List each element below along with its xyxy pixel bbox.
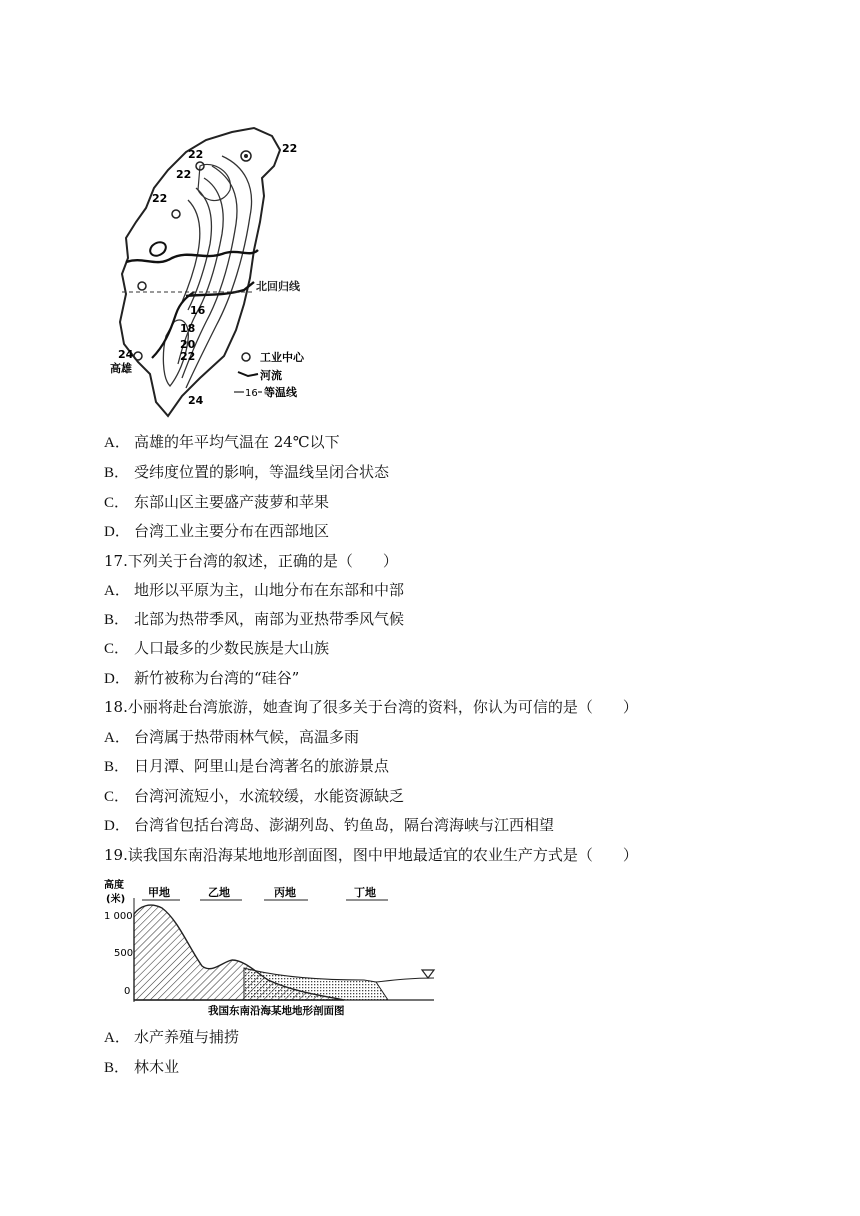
q17-option-c: C． 人口最多的少数民族是大山族 [104, 639, 330, 657]
isotherm-label: 22 [176, 168, 192, 181]
q18-option-b: B． 日月潭、阿里山是台湾著名的旅游景点 [104, 757, 390, 775]
legend-industry-label: 工业中心 [260, 351, 304, 364]
q17-option-a: A． 地形以平原为主，山地分布在东部和中部 [104, 581, 405, 599]
map-legend [234, 350, 305, 399]
sea-surface [376, 978, 434, 982]
isotherm-line [186, 156, 252, 388]
isotherm-label: 16 [190, 304, 206, 317]
q17-option-b: B． 北部为热带季风，南部为亚热带季风气候 [104, 610, 405, 628]
industry-center-icon [134, 352, 142, 360]
q18-stem: 18.小丽将赴台湾旅游，她查询了很多关于台湾的资料，你认为可信的是（ ） [104, 698, 638, 716]
isotherm-line [182, 200, 200, 302]
industry-center-icon [244, 154, 248, 158]
q16-option-c: C． 东部山区主要盛产菠萝和苹果 [104, 493, 330, 511]
industry-center-icon [172, 210, 180, 218]
taiwan-isotherm-map [104, 126, 334, 418]
city-label: 高雄 [110, 362, 132, 375]
y-tick-label: 1 000 [104, 911, 133, 922]
q16-option-d: D． 台湾工业主要分布在西部地区 [104, 522, 330, 540]
q19-option-a: A． 水产养殖与捕捞 [104, 1028, 240, 1046]
sea-level-icon [422, 970, 434, 978]
industry-center-icon [138, 282, 146, 290]
q19-option-b: B． 林木业 [104, 1058, 180, 1076]
isotherm-label: 22 [180, 350, 196, 363]
y-tick-label: 0 [124, 986, 131, 997]
place-label-jia: 甲地 [148, 886, 170, 899]
tropic-label: 北回归线 [256, 280, 300, 293]
legend-isotherm-label: 等温线 [264, 386, 297, 399]
q18-option-c: C． 台湾河流短小，水流较缓，水能资源缺乏 [104, 787, 405, 805]
q18-option-a: A． 台湾属于热带雨林气候，高温多雨 [104, 728, 360, 746]
y-axis-title: 高度 [104, 880, 124, 891]
terrain-profile-diagram [104, 876, 440, 1020]
y-axis-unit: (米) [106, 894, 126, 905]
legend-river-icon [238, 372, 258, 376]
q17-stem: 17.下列关于台湾的叙述，正确的是（ ） [104, 552, 398, 570]
q18-option-d: D． 台湾省包括台湾岛、澎湖列岛、钓鱼岛，隔台湾海峡与江西相望 [104, 816, 555, 834]
river [150, 242, 166, 256]
y-tick-label: 500 [114, 948, 134, 959]
place-label-bing: 丙地 [274, 886, 296, 899]
isotherm-label: 18 [180, 322, 196, 335]
place-label-ding: 丁地 [354, 886, 376, 899]
isotherm-label: 24 [118, 348, 134, 361]
place-label-yi: 乙地 [208, 886, 230, 899]
legend-isotherm-sample: 16 [245, 388, 258, 399]
legend-industry-icon [242, 353, 250, 361]
q16-option-a: A． 高雄的年平均气温在 24℃以下 [104, 433, 340, 451]
river [126, 250, 258, 262]
isotherm-label: 24 [188, 394, 204, 407]
isotherm-label: 20 [180, 338, 196, 351]
isotherm-label: 22 [152, 192, 168, 205]
isotherm-label: 22 [188, 148, 204, 161]
q16-option-b: B． 受纬度位置的影响，等温线呈闭合状态 [104, 463, 390, 481]
q19-stem: 19.读我国东南沿海某地地形剖面图，图中甲地最适宜的农业生产方式是（ ） [104, 846, 638, 864]
q17-option-d: D． 新竹被称为台湾的“硅谷” [104, 669, 300, 687]
legend-river-label: 河流 [260, 369, 282, 382]
isotherm-label: 22 [282, 142, 298, 155]
profile-caption: 我国东南沿海某地地形剖面图 [208, 1005, 345, 1017]
isotherm-line [178, 178, 223, 364]
